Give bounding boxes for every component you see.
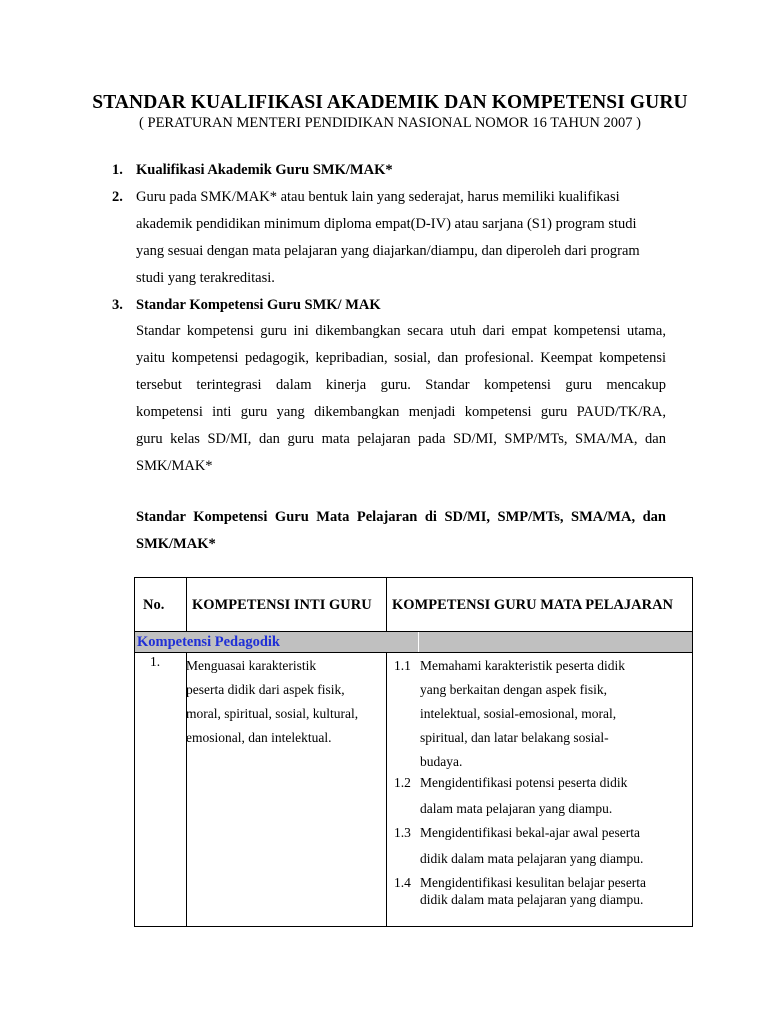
subject-competency-text (420, 822, 643, 872)
section-row-divider (418, 632, 419, 652)
subject-competency-line: didik dalam mata pelajaran yang diampu. (420, 851, 644, 866)
table-top-border (134, 577, 693, 578)
table-left-border (134, 577, 135, 927)
table-header-no: No. (143, 597, 165, 613)
item-paragraph-2 (136, 184, 666, 292)
table-col-divider-2-header (386, 577, 387, 632)
paragraph-line: yang sesuai dengan mata pelajaran yang diajarkan/diampu, dan diperoleh dari program (136, 243, 640, 259)
paragraph-line: tersebut terintegrasi dalam kinerja guru. Standar kompetensi guru mencakup (136, 377, 666, 393)
document-title: STANDAR KUALIFIKASI AKADEMIK DAN KOMPETENSI GURU (92, 92, 688, 113)
paragraph-line: SMK/MAK* (136, 458, 213, 474)
table-row-number: 1. (150, 654, 161, 669)
item-number-1: 1. (112, 162, 123, 178)
core-competency-line: peserta didik dari aspek fisik, (186, 682, 345, 697)
subject-competency-line: Mengidentifikasi potensi peserta didik (420, 775, 628, 790)
paragraph-line: guru kelas SD/MI, dan guru mata pelajaran pada SD/MI, SMP/MTs, SMA/MA, dan (136, 431, 666, 447)
subject-competency-line: budaya. (420, 754, 463, 769)
paragraph-line: kompetensi inti guru yang dikembangkan menjadi kompetensi guru PAUD/TK/RA, (136, 404, 666, 420)
subject-competency-line: spiritual, dan latar belakang sosial- (420, 730, 609, 745)
core-competency-line: Menguasai karakteristik (186, 658, 317, 673)
paragraph-line: akademik pendidikan minimum diploma empat(D-IV) atau sarjana (S1) program studi (136, 216, 637, 232)
subject-competency-code: 1.1 (394, 658, 411, 673)
item-number-2: 2. (112, 189, 123, 205)
subject-competency-line: Mengidentifikasi kesulitan belajar peserta (420, 875, 647, 890)
core-competency-line: moral, spiritual, sosial, kultural, (186, 706, 359, 721)
table-section-bottom-border (134, 652, 693, 653)
paragraph-line: Guru pada SMK/MAK* atau bentuk lain yang sederajat, harus memiliki kualifikasi (136, 189, 620, 205)
table-heading (136, 504, 666, 558)
item-paragraph-3 (136, 318, 666, 480)
subject-competency-code: 1.2 (394, 775, 411, 790)
item-heading-3: Standar Kompetensi Guru SMK/ MAK (136, 297, 381, 313)
document-subtitle: ( PERATURAN MENTERI PENDIDIKAN NASIONAL NOMOR 16 TAHUN 2007 ) (139, 115, 641, 131)
table-heading-line: SMK/MAK* (136, 536, 216, 552)
table-heading-line: Standar Kompetensi Guru Mata Pelajaran di SD/MI, SMP/MTs, SMA/MA, dan (136, 509, 666, 525)
core-competency-cell (186, 654, 358, 750)
table-col-divider-2 (386, 652, 387, 927)
subject-competency-line: didik dalam mata pelajaran yang diampu. (420, 892, 644, 907)
section-label-pedagogik: Kompetensi Pedagodik (137, 634, 280, 650)
table-right-border (692, 577, 693, 927)
paragraph-line: Standar kompetensi guru ini dikembangkan secara utuh dari empat kompetensi utama, (136, 323, 666, 339)
table-col-divider-1-header (186, 577, 187, 632)
table-header-core: KOMPETENSI INTI GURU (192, 597, 372, 613)
item-heading-1: Kualifikasi Akademik Guru SMK/MAK* (136, 162, 393, 178)
paragraph-line: yaitu kompetensi pedagogik, kepribadian, sosial, dan profesional. Keempat kompetensi (136, 350, 666, 366)
item-number-3: 3. (112, 297, 123, 313)
subject-competency-code: 1.4 (394, 875, 411, 890)
subject-competency-code: 1.3 (394, 825, 411, 840)
subject-competency-text (420, 873, 646, 908)
core-competency-line: emosional, dan intelektual. (186, 730, 332, 745)
subject-competency-line: dalam mata pelajaran yang diampu. (420, 801, 613, 816)
table-header-subject: KOMPETENSI GURU MATA PELAJARAN (392, 597, 674, 613)
table-bottom-border (134, 926, 693, 927)
subject-competency-line: yang berkaitan dengan aspek fisik, (420, 682, 608, 697)
subject-competency-line: Memahami karakteristik peserta didik (420, 658, 626, 673)
subject-competency-line: intelektual, sosial-emosional, moral, (420, 706, 617, 721)
paragraph-line: studi yang terakreditasi. (136, 270, 275, 286)
subject-competency-line: Mengidentifikasi bekal-ajar awal peserta (420, 825, 641, 840)
subject-competency-text (420, 654, 625, 774)
subject-competency-text (420, 772, 627, 822)
